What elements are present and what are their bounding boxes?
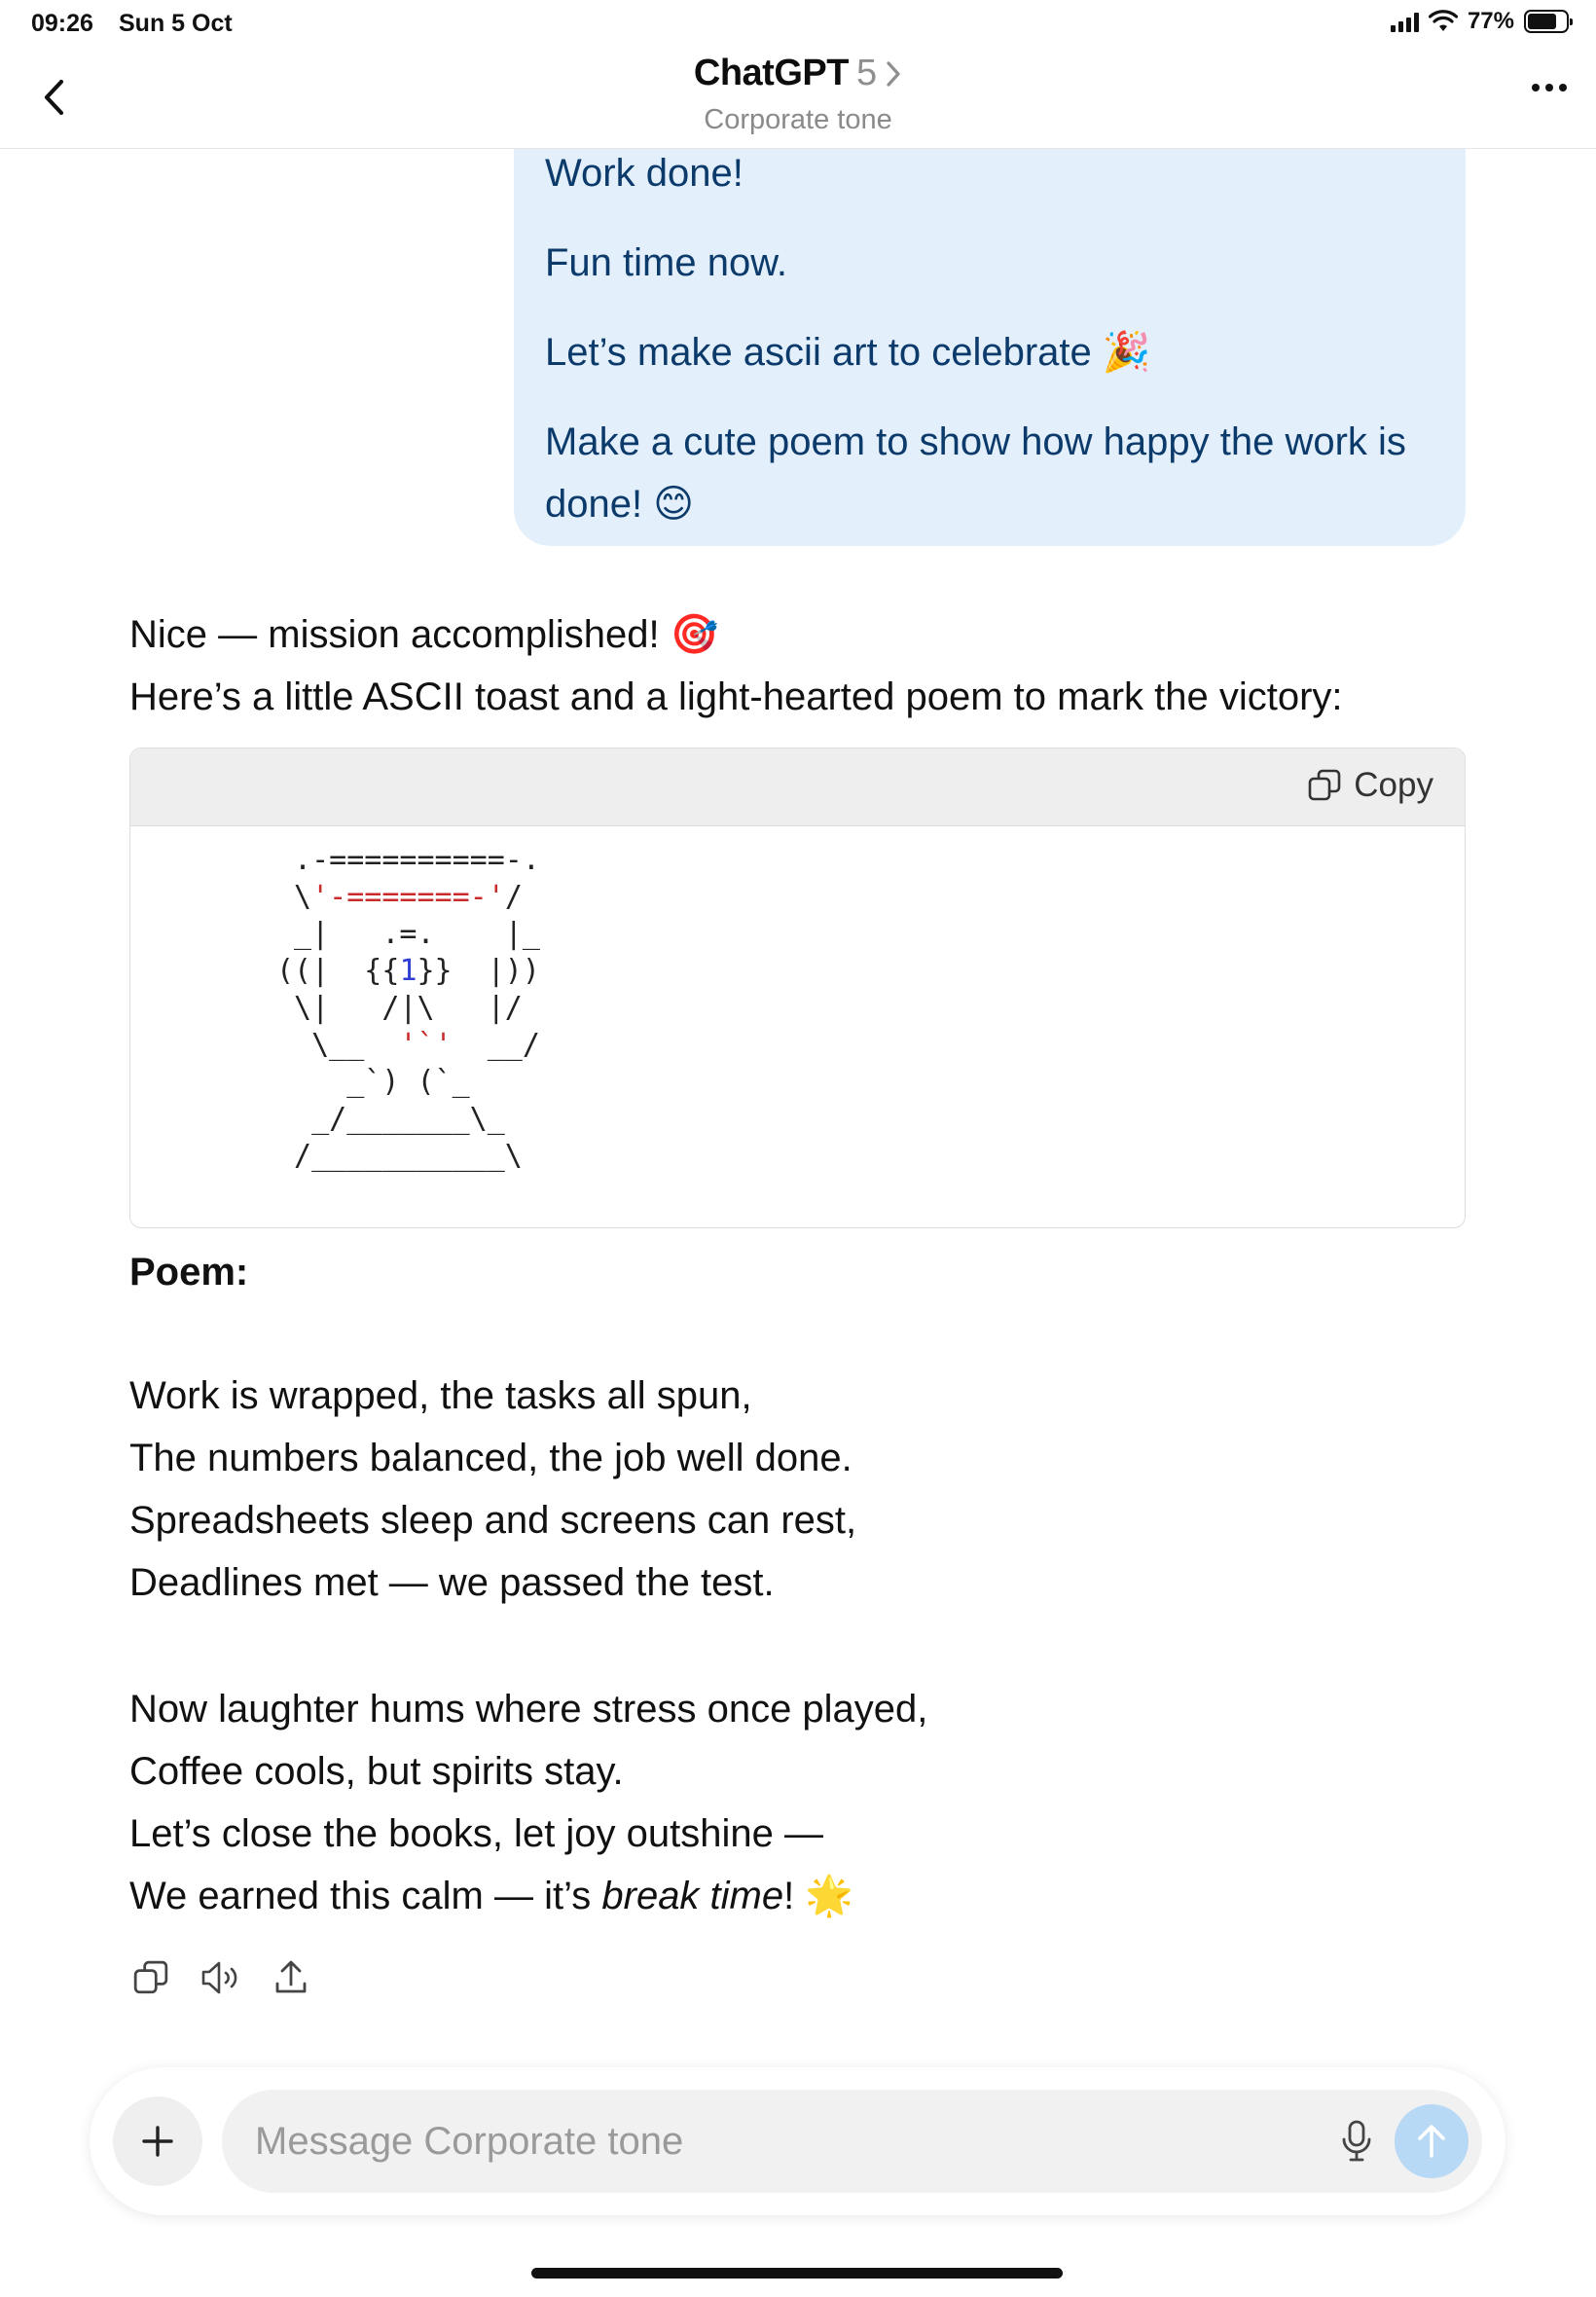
poem-heading: Poem: bbox=[129, 1251, 249, 1294]
model-selector[interactable] bbox=[694, 53, 902, 94]
battery-level bbox=[1528, 14, 1556, 29]
more-options-button[interactable] bbox=[1532, 84, 1567, 91]
speaker-icon bbox=[200, 1958, 242, 1997]
chevron-right-icon bbox=[885, 59, 902, 89]
title-area bbox=[0, 53, 1596, 136]
poem-line: Let’s close the books, let joy outshine — bbox=[129, 1812, 824, 1855]
copy-label: Copy bbox=[1354, 766, 1433, 804]
copy-code-button[interactable] bbox=[1307, 766, 1433, 805]
poem-line: Coffee cools, but spirits stay. bbox=[129, 1750, 624, 1793]
message-actions bbox=[129, 1956, 312, 1999]
code-block-header bbox=[130, 748, 1465, 826]
status-bar bbox=[0, 0, 1596, 49]
star-icon: 🌟 bbox=[805, 1874, 854, 1918]
home-indicator bbox=[531, 2268, 1063, 2279]
microphone-icon bbox=[1339, 2119, 1374, 2164]
ascii-line: /___________\ bbox=[276, 1139, 523, 1173]
battery-percentage: 77% bbox=[1467, 8, 1514, 34]
dot-icon bbox=[1532, 84, 1540, 91]
copy-message-button[interactable] bbox=[129, 1956, 172, 1999]
ascii-line: ((| {{1}} |)) bbox=[276, 954, 540, 988]
ascii-line: _| .=. |_ bbox=[276, 917, 540, 951]
status-indicators bbox=[1391, 8, 1569, 35]
poem-line: Work is wrapped, the tasks all spun, bbox=[129, 1374, 752, 1417]
cellular-signal-icon bbox=[1391, 11, 1419, 32]
copy-icon bbox=[132, 1959, 169, 1996]
code-block bbox=[129, 747, 1466, 1228]
battery-icon bbox=[1524, 10, 1569, 33]
user-message-bubble bbox=[514, 127, 1466, 546]
poem-line: Deadlines met — we passed the test. bbox=[129, 1561, 775, 1604]
share-button[interactable] bbox=[270, 1956, 312, 1999]
ascii-line: \__ '`' __/ bbox=[276, 1028, 540, 1062]
ascii-line: \| /|\ |/ bbox=[276, 991, 523, 1025]
user-message-line: Fun time now. bbox=[545, 241, 788, 284]
copy-icon bbox=[1307, 768, 1342, 803]
dot-icon bbox=[1559, 84, 1567, 91]
poem-line: The numbers balanced, the job well done. bbox=[129, 1437, 852, 1479]
read-aloud-button[interactable] bbox=[200, 1956, 242, 1999]
poem-line: Spreadsheets sleep and screens can rest, bbox=[129, 1499, 857, 1542]
model-version: 5 bbox=[855, 53, 878, 93]
assistant-intro-line: Here’s a little ASCII toast and a light-hearted poem to mark the victory: bbox=[129, 675, 1343, 718]
user-message-line: Let’s make ascii art to celebrate 🎉 bbox=[545, 330, 1151, 375]
message-input-container bbox=[222, 2090, 1482, 2193]
message-input[interactable] bbox=[222, 2090, 1195, 2193]
poem-stanza-1 bbox=[129, 1365, 1297, 1614]
status-date: Sun 5 Oct bbox=[119, 10, 233, 37]
poem-stanza-2 bbox=[129, 1678, 1297, 1927]
voice-input-button[interactable] bbox=[1332, 2117, 1381, 2166]
send-button[interactable] bbox=[1395, 2104, 1469, 2178]
assistant-intro bbox=[129, 603, 1472, 728]
chat-header bbox=[0, 49, 1596, 149]
arrow-up-icon bbox=[1415, 2123, 1448, 2160]
ascii-line: \'-=======-'/ bbox=[276, 880, 523, 914]
user-message-line: Work done! bbox=[545, 152, 744, 195]
page-title: ChatGPT bbox=[693, 53, 849, 93]
smiling-face-icon: 😊 bbox=[653, 482, 694, 527]
plus-icon bbox=[138, 2122, 177, 2161]
wifi-icon bbox=[1429, 10, 1458, 33]
party-popper-icon: 🎉 bbox=[1102, 330, 1151, 375]
user-message-line: Make a cute poem to show how happy the work is done! 😊 bbox=[545, 420, 1406, 527]
add-attachment-button[interactable] bbox=[113, 2096, 202, 2186]
ascii-line: _/_______\_ bbox=[276, 1102, 505, 1136]
dot-icon bbox=[1545, 84, 1553, 91]
project-subtitle: Corporate tone bbox=[704, 104, 892, 135]
ascii-art bbox=[276, 842, 540, 1175]
target-icon: 🎯 bbox=[670, 612, 719, 657]
share-icon bbox=[272, 1958, 309, 1997]
ascii-line: .-==========-. bbox=[276, 843, 540, 877]
status-time: 09:26 bbox=[31, 10, 93, 37]
poem-line: Now laughter hums where stress once played, bbox=[129, 1688, 928, 1731]
assistant-intro-line: Nice — mission accomplished! 🎯 bbox=[129, 612, 719, 657]
message-composer bbox=[90, 2067, 1505, 2215]
ascii-line: _`) (`_ bbox=[276, 1065, 470, 1099]
poem-line: We earned this calm — it’s break time! 🌟 bbox=[129, 1874, 854, 1918]
